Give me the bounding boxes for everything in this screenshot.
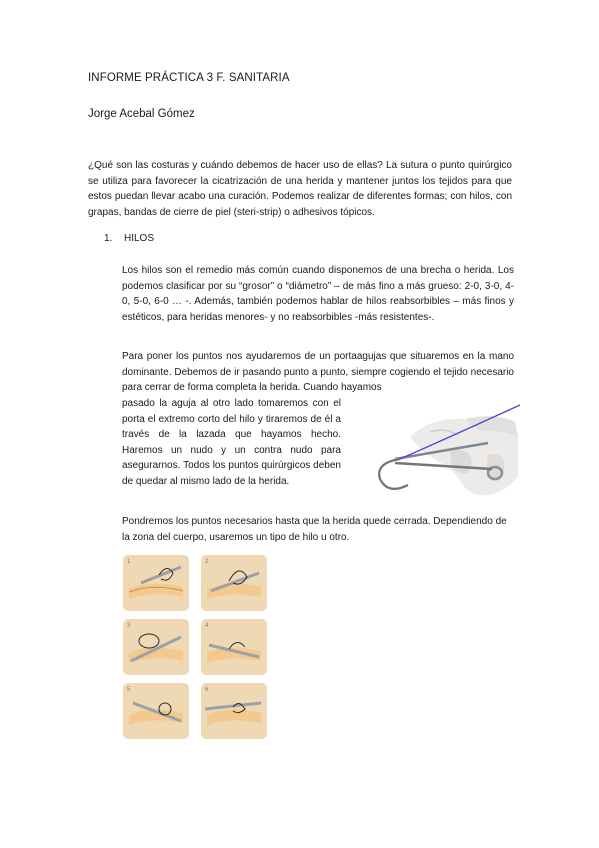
list-number: 1. (104, 233, 113, 244)
step-number-5: 5 (127, 687, 131, 693)
step-panel-5 (123, 683, 189, 739)
section-heading-hilos: HILOS (124, 233, 155, 244)
paragraph-needle-holder: Para poner los puntos nos ayudaremos de un portaagujas que situaremos en la mano dominante. Debemos de ir pasando punto a punto, siempre cogiendo el tejido necesario para cerrar de forma completa la herida. Cuando hayamos (122, 351, 514, 394)
step-panel-1 (123, 555, 189, 611)
step-number-6: 6 (205, 687, 209, 693)
step-number-2: 2 (205, 559, 209, 565)
intro-paragraph: ¿Qué son las costuras y cuándo debemos de hacer uso de ellas? La sutura o punto quirúrgico se utiliza para favorecer la cicatrización de una herida y mantener juntos los tejidos para que estos puedan llevar acabo una curación. Podemos realizar de diferentes formas; con hilos, con grapas, bandas de cierre de piel (steri-strip) o adhesivos tópicos. (88, 160, 512, 218)
paragraph-hilos-types: Los hilos son el remedio más común cuando disponemos de una brecha o herida. Los podemos clasificar por su “grosor” o “diámetro” – de más fino a más grueso: 2-0, 3-0, 4-0, 5-0, 6-0 … -. Además, también podemos hablar de hilos reabsorbibles – más finos y estéticos, para heridas menores- y no reabsorbibles -más resistentes-. (122, 265, 514, 323)
author-name: Jorge Acebal Gómez (88, 108, 195, 120)
step-panel-2 (201, 555, 267, 611)
paragraph-knot-wrap: pasado la aguja al otro lado tomaremos con el porta el extremo corto del hilo y tiraremos de él a través de la lazada que hayamos hecho. Haremos un nudo y un contra nudo para asegurarnos. Todos los puntos quirúrgicos deben de quedar al mismo lado de la herida. (122, 398, 341, 487)
step-number-1: 1 (127, 559, 131, 565)
step-panel-3 (123, 619, 189, 675)
step-number-3: 3 (127, 623, 131, 629)
step-number-4: 4 (205, 623, 209, 629)
gloved-hand-needle-holder-image (370, 397, 520, 500)
knot-tying-steps-illustration (121, 553, 269, 741)
step-panel-4 (201, 619, 267, 675)
paragraph-closing: Pondremos los puntos necesarios hasta que la herida quede cerrada. Dependiendo de la zona del cuerpo, usaremos un tipo de hilo u otro. (122, 516, 507, 543)
step-panel-6 (201, 683, 267, 739)
document-title: INFORME PRÁCTICA 3 F. SANITARIA (88, 72, 290, 84)
